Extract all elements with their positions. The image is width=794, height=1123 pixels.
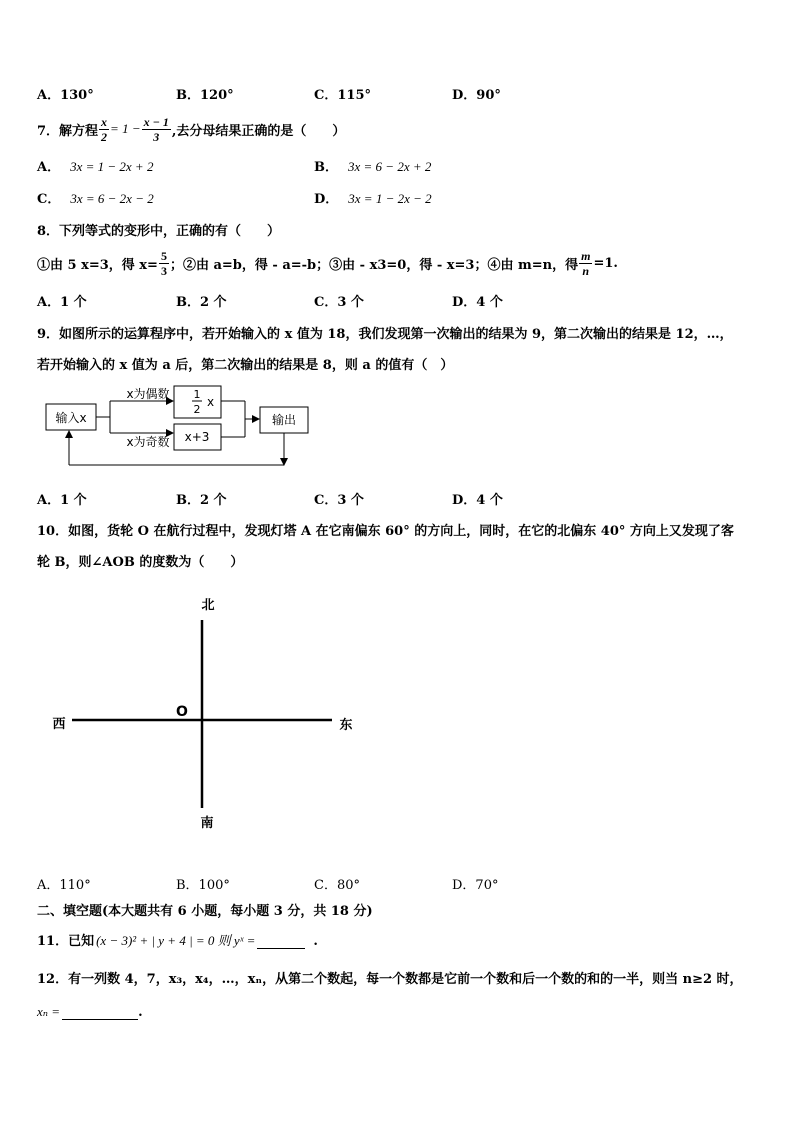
- q7-c-label: C．: [37, 192, 61, 207]
- q7-a-label: A．: [37, 160, 61, 175]
- q8-option-a: A．1 个: [37, 295, 87, 310]
- q7-option-b: [314, 156, 431, 175]
- q9-option-b: B．2 个: [176, 493, 227, 508]
- q8-part1: ①由 5 x=3，得 x=: [37, 257, 158, 273]
- q8-part2: ；②由 a=b，得 - a=-b；③由 - x3=0，得 - x=3；④由 m=n，得: [169, 257, 579, 273]
- q7-d-label: D．: [314, 192, 339, 207]
- q7-frac1-den: 2: [101, 129, 108, 144]
- q7-d-expr: 3x = 1 − 2x − 2: [348, 191, 432, 206]
- compass-south: 南: [200, 816, 214, 831]
- q11-expression: (x − 3)² + | y + 4 | = 0 则 yˣ =: [96, 933, 256, 948]
- q7-suffix: ,去分母结果正确的是（ ）: [171, 123, 346, 139]
- q7-option-a: [37, 156, 153, 175]
- q9-line-1: 9．如图所示的运算程序中，若开始输入的 x 值为 18，我们发现第一次输出的结果为 9，第二次输出的结果是 12，…，: [37, 327, 733, 342]
- q7-c-expr: 3x = 6 − 2x − 2: [70, 191, 154, 206]
- q7-prefix: 7．解方程: [37, 123, 99, 139]
- q10-line-2: 轮 B，则∠AOB 的度数为（ ）: [37, 555, 244, 570]
- compass-west: 西: [52, 717, 66, 732]
- q9-option-a: A．1 个: [37, 493, 87, 508]
- flow-output-label: 输出: [271, 413, 297, 427]
- flow-plus3-label: x+3: [184, 430, 210, 444]
- q8-statements: [37, 245, 618, 281]
- q6-option-c: C．115°: [314, 88, 371, 103]
- q9-flowchart: [40, 385, 320, 470]
- q7-b-label: B．: [314, 160, 338, 175]
- q8-frac1-den: 3: [160, 263, 167, 278]
- flow-half-den: 2: [193, 403, 201, 416]
- q7-stem: [37, 112, 345, 146]
- q7-option-c: [37, 188, 154, 207]
- section-heading: 二、填空题(本大题共有 6 小题，每小题 3 分，共 18 分): [37, 904, 373, 919]
- q8-frac2-den: n: [582, 263, 590, 278]
- q7-mid: = 1 −: [110, 121, 141, 136]
- q12-variable: xₙ =: [37, 1004, 61, 1019]
- q6-option-d: D．90°: [452, 88, 501, 103]
- q8-option-d: D．4 个: [452, 295, 503, 310]
- q7-frac2-den: 3: [153, 129, 160, 144]
- q8-frac1-num: 5: [160, 248, 167, 263]
- q11-stem: [37, 930, 318, 949]
- q6-option-b: B．120°: [176, 88, 234, 103]
- q8-fraction-1: [159, 249, 169, 278]
- compass-east: 东: [339, 718, 353, 733]
- q7-a-expr: 3x = 1 − 2x + 2: [70, 159, 154, 174]
- q8-option-b: B．2 个: [176, 295, 227, 310]
- q10-option-c: C．80°: [314, 878, 360, 893]
- q7-option-d: [314, 188, 432, 207]
- q10-line-1: 10．如图，货轮 O 在航行过程中，发现灯塔 A 在它南偏东 60° 的方向上，同时，在它的北偏东 40° 方向上又发现了客: [37, 524, 734, 539]
- q12-line-1: 12．有一列数 4，7，x₃，x₄，…，xₙ，从第二个数起，每一个数都是它前一个数和后一个数的和的一半，则当 n≥2 时，: [37, 972, 743, 987]
- q10-option-b: B．100°: [176, 878, 230, 893]
- q7-b-expr: 3x = 6 − 2x + 2: [348, 159, 432, 174]
- q11-answer-blank[interactable]: [257, 948, 305, 949]
- q11-prefix: 11．已知: [37, 934, 95, 949]
- q8-stem: 8．下列等式的变形中，正确的有（ ）: [37, 224, 281, 239]
- compass-north: 北: [201, 598, 215, 613]
- flow-input-label: 输入x: [55, 411, 87, 425]
- q6-option-a: A．130°: [37, 88, 94, 103]
- q12-answer-line: [37, 1004, 143, 1020]
- q9-line-2: 若开始输入的 x 值为 a 后，第二次输出的结果是 8，则 a 的值有（ ）: [37, 358, 454, 373]
- q8-frac2-num: m: [581, 248, 591, 263]
- compass-origin: O: [176, 704, 188, 720]
- q8-option-c: C．3 个: [314, 295, 364, 310]
- flow-half-num: 1: [193, 388, 201, 401]
- q9-option-d: D．4 个: [452, 493, 503, 508]
- q10-option-d: D．70°: [452, 878, 499, 893]
- q9-option-c: C．3 个: [314, 493, 364, 508]
- q12-end: .: [138, 1005, 143, 1020]
- q8-fraction-2: [579, 249, 592, 278]
- flow-half-var: x: [207, 395, 215, 409]
- q11-end: .: [313, 934, 318, 949]
- q10-compass-diagram: [40, 590, 370, 835]
- q7-fraction-2: [142, 115, 171, 144]
- q10-option-a: A．110°: [37, 878, 91, 893]
- q7-frac2-num: x − 1: [143, 114, 169, 129]
- q7-frac1-num: x: [101, 114, 108, 129]
- flow-even-label: x为偶数: [126, 387, 170, 401]
- q8-part3: =1.: [593, 255, 618, 271]
- q7-fraction-1: [99, 115, 109, 144]
- flow-odd-label: x为奇数: [126, 435, 170, 449]
- q12-answer-blank[interactable]: [62, 1019, 138, 1020]
